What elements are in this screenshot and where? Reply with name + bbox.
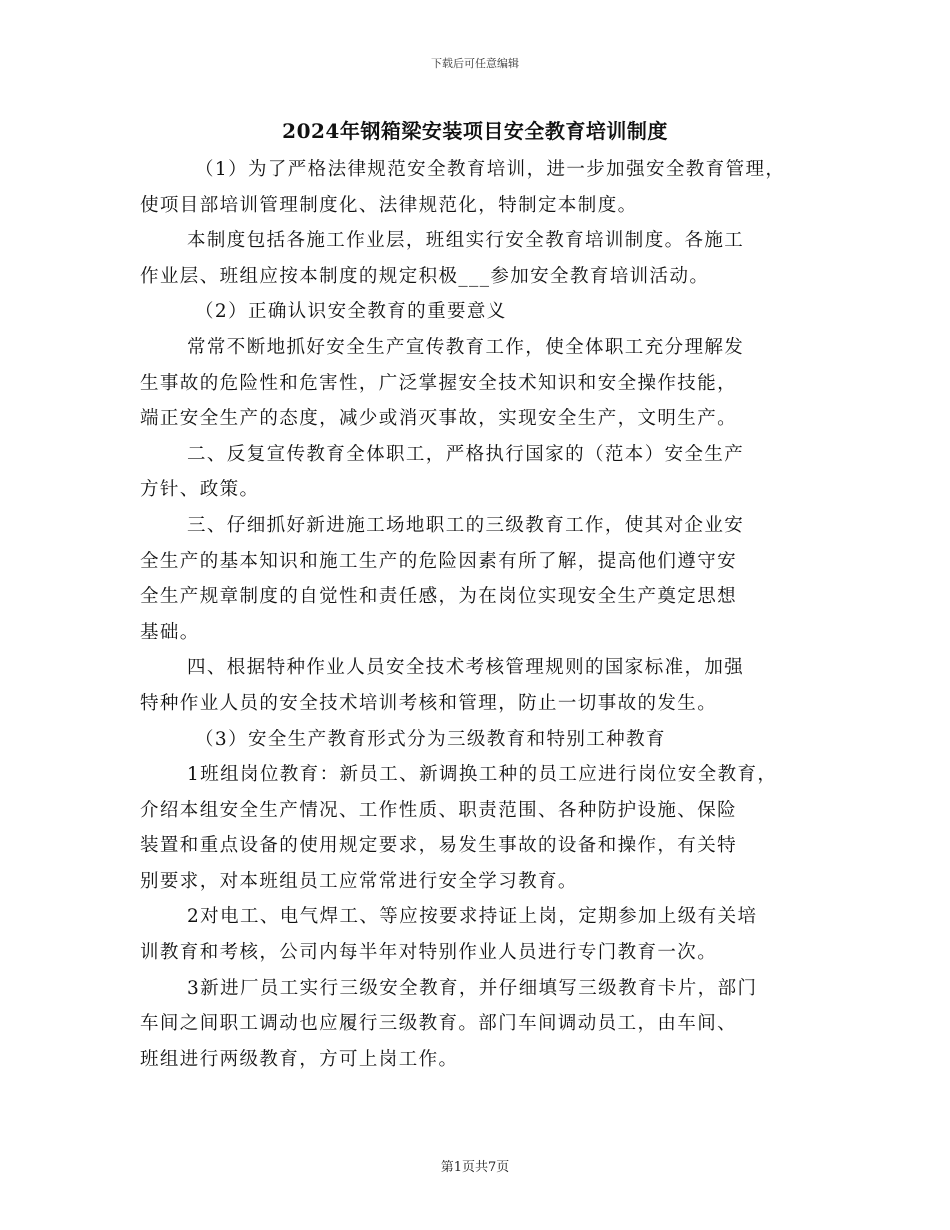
paragraph-line: （2）正确认识安全教育的重要意义 [195, 301, 507, 323]
paragraph-line: 车间之间职工调动也应履行三级教育。部门车间调动员工，由车间、 [140, 1013, 738, 1035]
paragraph-line: 使项目部培训管理制度化、法律规范化，特制定本制度。 [140, 194, 638, 216]
paragraph-line: 端正安全生产的态度，减少或消灭事故，实现安全生产，文明生产。 [140, 408, 738, 430]
paragraph-line: 别要求，对本班组员工应常常进行安全学习教育。 [140, 870, 578, 892]
paragraph-line: （1）为了严格法律规范安全教育培训，进一步加强安全教育管理， [195, 159, 786, 180]
paragraph-line: 常常不断地抓好安全生产宣传教育工作，使全体职工充分理解发 [187, 336, 745, 358]
paragraph-line: 训教育和考核，公司内每半年对特别作业人员进行专门教育一次。 [140, 942, 718, 964]
paragraph-line: 二、反复宣传教育全体职工，严格执行国家的（范本）安全生产 [187, 443, 745, 465]
page-footer: 第1页共7页 [440, 1160, 510, 1175]
paragraph-line: 2对电工、电气焊工、等应按要求持证上岗，定期参加上级有关培 [187, 906, 758, 928]
paragraph-line: 1班组岗位教育：新员工、新调换工种的员工应进行岗位安全教育， [187, 764, 778, 786]
paragraph-line: 3新进厂员工实行三级安全教育，并仔细填写三级教育卡片，部门 [187, 977, 758, 999]
paragraph-line: 四、根据特种作业人员安全技术考核管理规则的国家标准，加强 [187, 657, 745, 679]
paragraph-line: 三、仔细抓好新进施工场地职工的三级教育工作，使其对企业安 [187, 514, 745, 536]
document-title: 2024年钢箱梁安装项目安全教育培训制度 [282, 119, 668, 143]
paragraph-line: 作业层、班组应按本制度的规定积极___参加安全教育培训活动。 [140, 265, 710, 287]
paragraph-line: 特种作业人员的安全技术培训考核和管理，防止一切事故的发生。 [140, 692, 718, 714]
paragraph-line: 基础。 [140, 621, 200, 643]
paragraph-line: 介绍本组安全生产情况、工作性质、职责范围、各种防护设施、保险 [140, 799, 738, 821]
paragraph-line: 装置和重点设备的使用规定要求，易发生事故的设备和操作，有关特 [140, 835, 738, 857]
paragraph-line: 班组进行两级教育，方可上岗工作。 [140, 1048, 459, 1070]
paragraph-line: 生事故的危险性和危害性，广泛掌握安全技术知识和安全操作技能， [140, 372, 738, 394]
paragraph-line: 全生产的基本知识和施工生产的危险因素有所了解，提高他们遵守安 [140, 550, 738, 572]
header-note: 下载后可任意编辑 [431, 57, 519, 70]
paragraph-line: （3）安全生产教育形式分为三级教育和特别工种教育 [195, 728, 666, 750]
paragraph-line: 本制度包括各施工作业层，班组实行安全教育培训制度。各施工 [187, 230, 745, 252]
paragraph-line: 方针、政策。 [140, 479, 260, 501]
paragraph-line: 全生产规章制度的自觉性和责任感，为在岗位实现安全生产奠定思想 [140, 586, 738, 608]
document-body [140, 152, 820, 1077]
